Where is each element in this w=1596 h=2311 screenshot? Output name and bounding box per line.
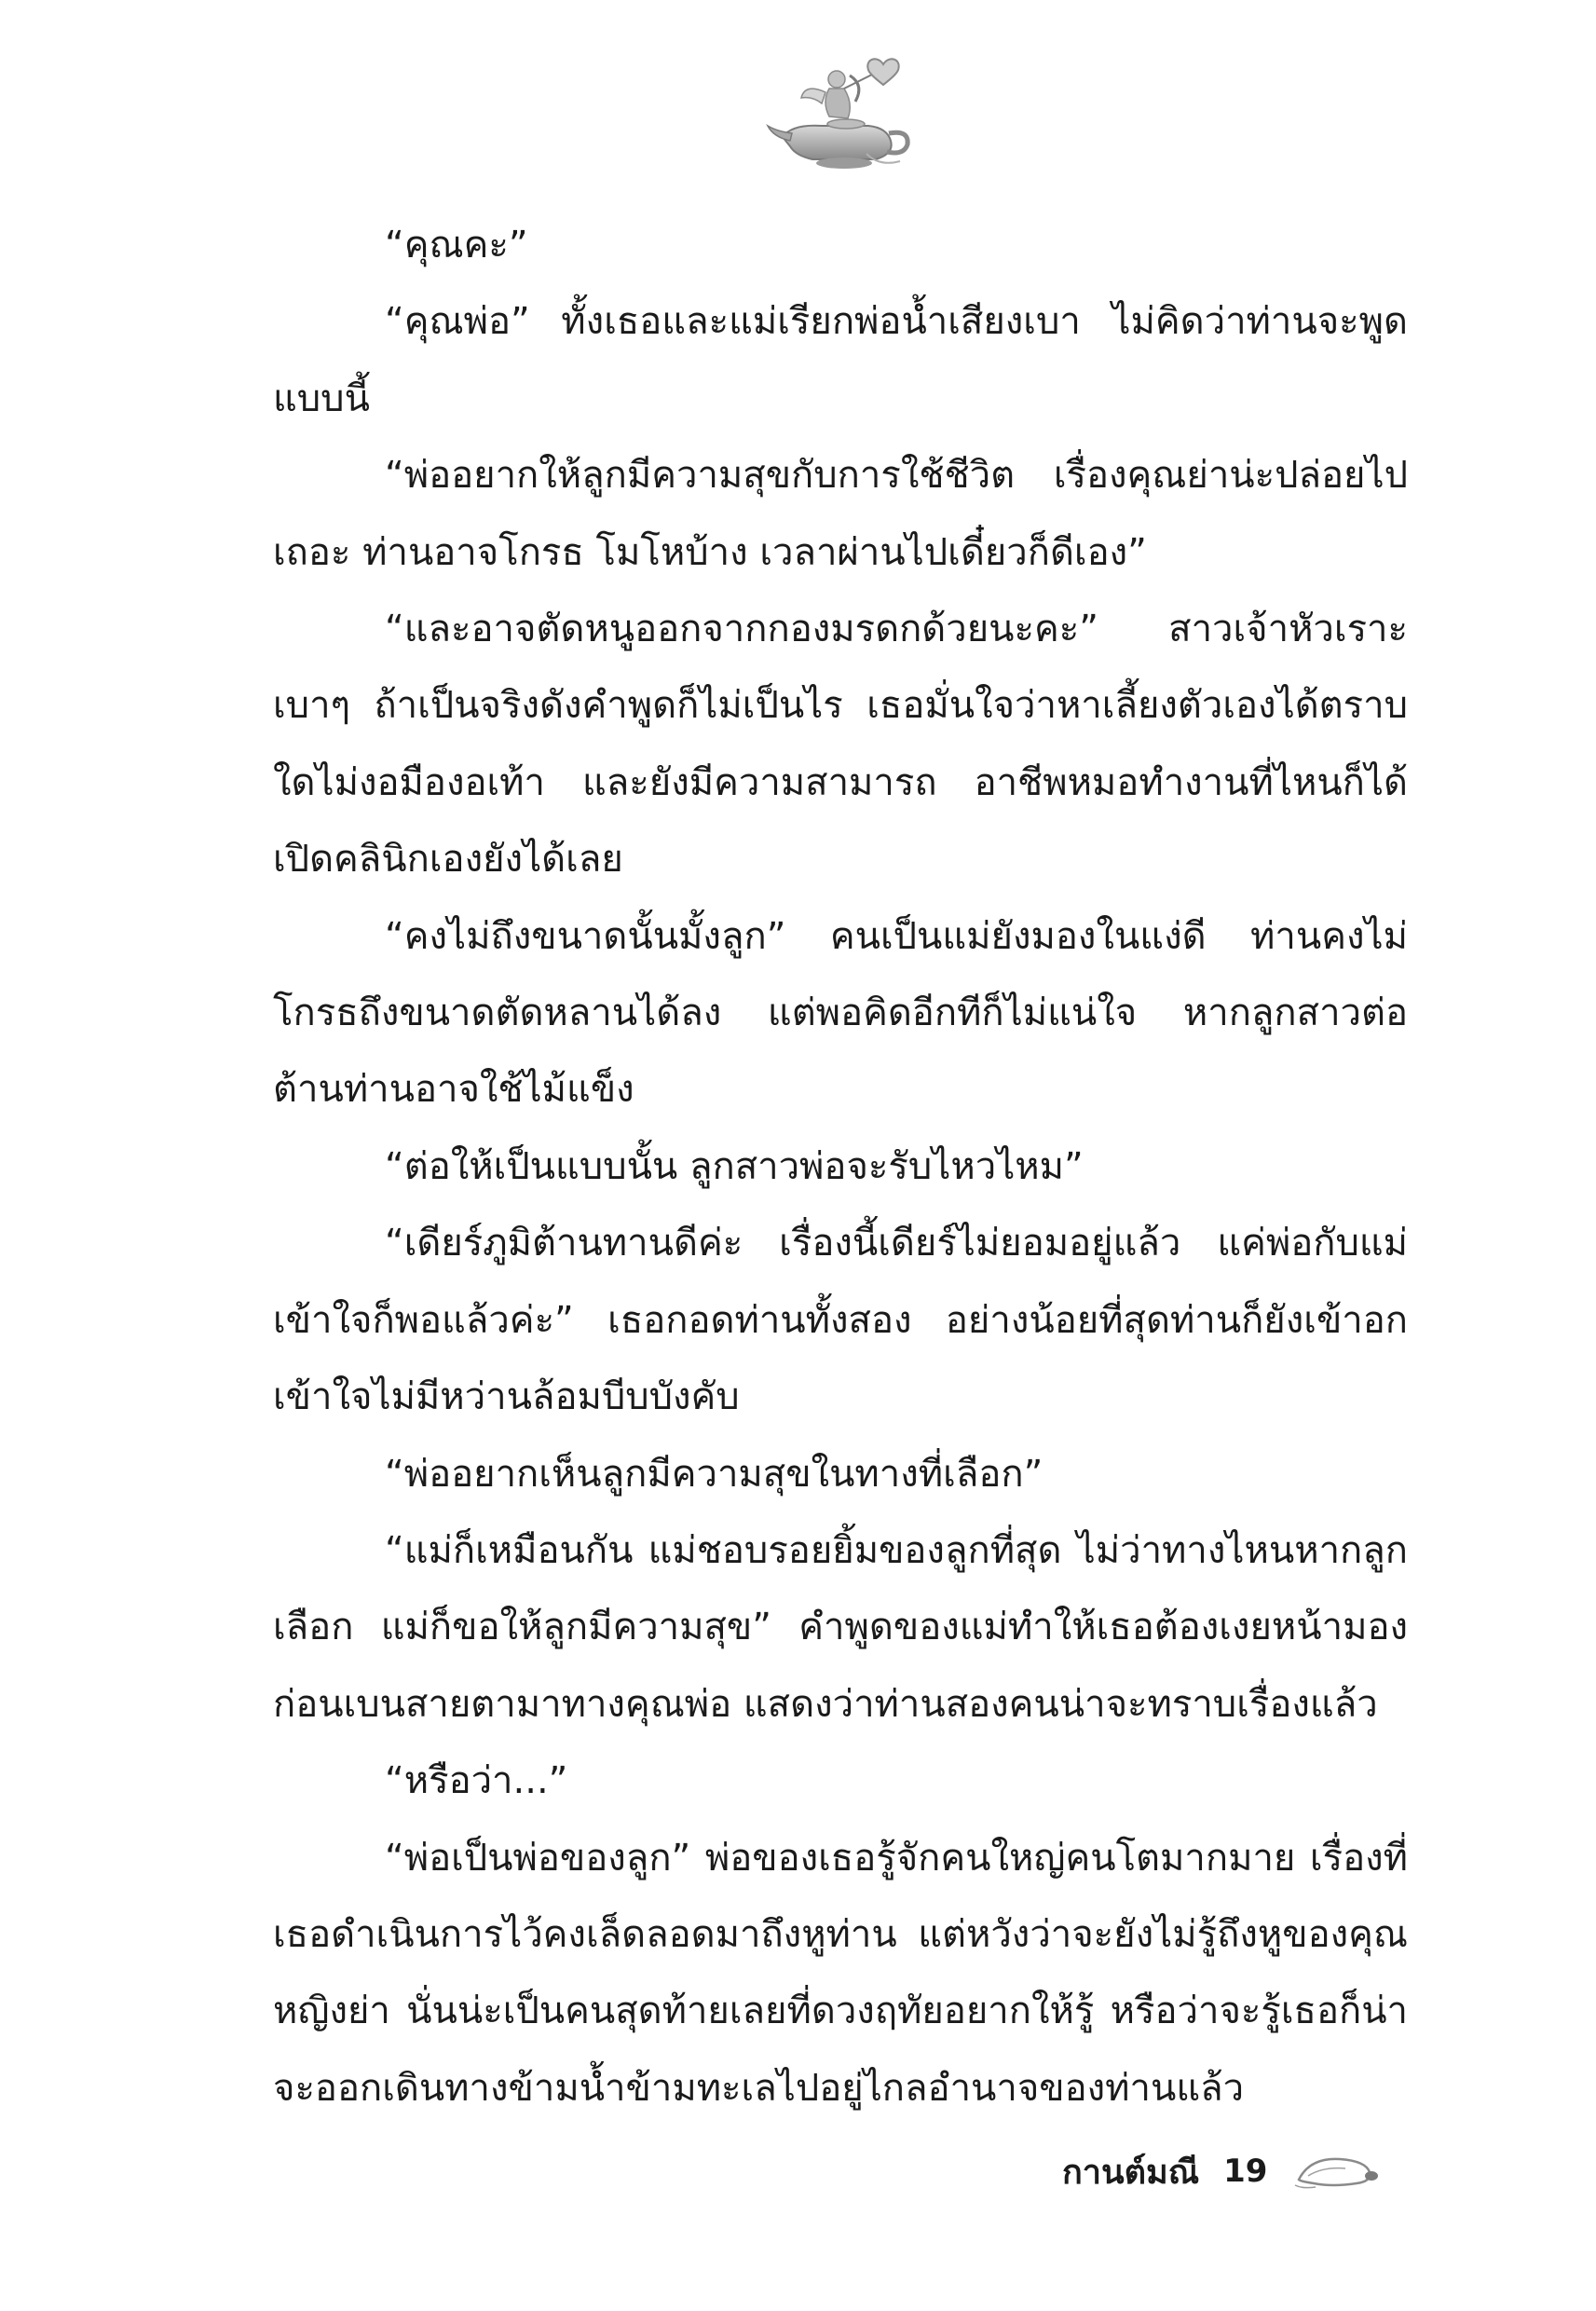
cupid-teapot-ornament-icon [764,51,913,177]
paragraph-10: “หรือว่า...” [385,1759,568,1803]
page-footer [1062,2143,1453,2199]
paragraph-6: “ต่อให้เป็นแบบนั้น ลูกสาวพ่อจะรับไหวไหม” [385,1144,1084,1188]
paragraph-11: “พ่อเป็นพ่อของลูก” พ่อของเธอรู้จักคนใหญ่คนโตมากมาย เรื่องที่เธอดำเนินการไว้คงเล็ดลอดมาถึงหูท่าน แต่หวังว่าจะยังไม่รู้ถึงหูของคุณหญิงย่า นั่นน่ะเป็นคนสุดท้ายเลยที่ดวงฤทัยอยากให้รู้ หรือว่าจะรู้เธอก็น่าจะออกเดินทางข้ามน้ำข้ามทะเลไปอยู่ไกลอำนาจของท่านแล้ว [273,1836,1408,2110]
book-title: กานต์มณี [1062,2153,1200,2192]
page-number: 19 [1223,2153,1268,2190]
swirl-ornament-icon [1291,2148,1385,2195]
paragraph-2: “คุณพ่อ” ทั้งเธอและแม่เรียกพ่อน้ำเสียงเบา ไม่คิดว่าท่านจะพูดแบบนี้ [273,300,1408,420]
paragraph-5: “คงไม่ถึงขนาดนั้นมั้งลูก” คนเป็นแม่ยังมองในแง่ดี ท่านคงไม่โกรธถึงขนาดตัดหลานได้ลง แต่พอคิดอีกทีก็ไม่แน่ใจ หากลูกสาวต่อต้านท่านอาจใช้ไม้แข็ง [273,914,1408,1112]
paragraph-4: “และอาจตัดหนูออกจากกองมรดกด้วยนะคะ” สาวเจ้าหัวเราะเบาๆ ถ้าเป็นจริงดังคำพูดก็ไม่เป็นไร เธอมั่นใจว่าหาเลี้ยงตัวเองได้ตราบใดไม่งอมืองอเท้า และยังมีความสามารถ อาชีพหมอทำงานที่ไหนก็ได้ เปิดคลินิกเองยังได้เลย [273,608,1408,882]
paragraph-7: “เดียร์ภูมิต้านทานดีค่ะ เรื่องนี้เดียร์ไม่ยอมอยู่แล้ว แค่พ่อกับแม่เข้าใจก็พอแล้วค่ะ” เธอกอดท่านทั้งสอง อย่างน้อยที่สุดท่านก็ยังเข้าอกเข้าใจไม่มีหว่านล้อมบีบบังคับ [273,1222,1408,1419]
story-body [273,207,1408,2126]
paragraph-9: “แม่ก็เหมือนกัน แม่ชอบรอยยิ้มของลูกที่สุด ไม่ว่าทางไหนหากลูกเลือก แม่ก็ขอให้ลูกมีความสุข” คำพูดของแม่ทำให้เธอต้องเงยหน้ามอง ก่อนเบนสายตามาทางคุณพ่อ แสดงว่าท่านสองคนน่าจะทราบเรื่องแล้ว [273,1528,1408,1726]
paragraph-1: “คุณคะ” [385,224,528,267]
paragraph-3: “พ่ออยากให้ลูกมีความสุขกับการใช้ชีวิต เรื่องคุณย่าน่ะปล่อยไปเถอะ ท่านอาจโกรธ โมโหบ้าง เวลาผ่านไปเดี๋ยวก็ดีเอง” [273,454,1408,574]
paragraph-8: “พ่ออยากเห็นลูกมีความสุขในทางที่เลือก” [385,1452,1044,1496]
